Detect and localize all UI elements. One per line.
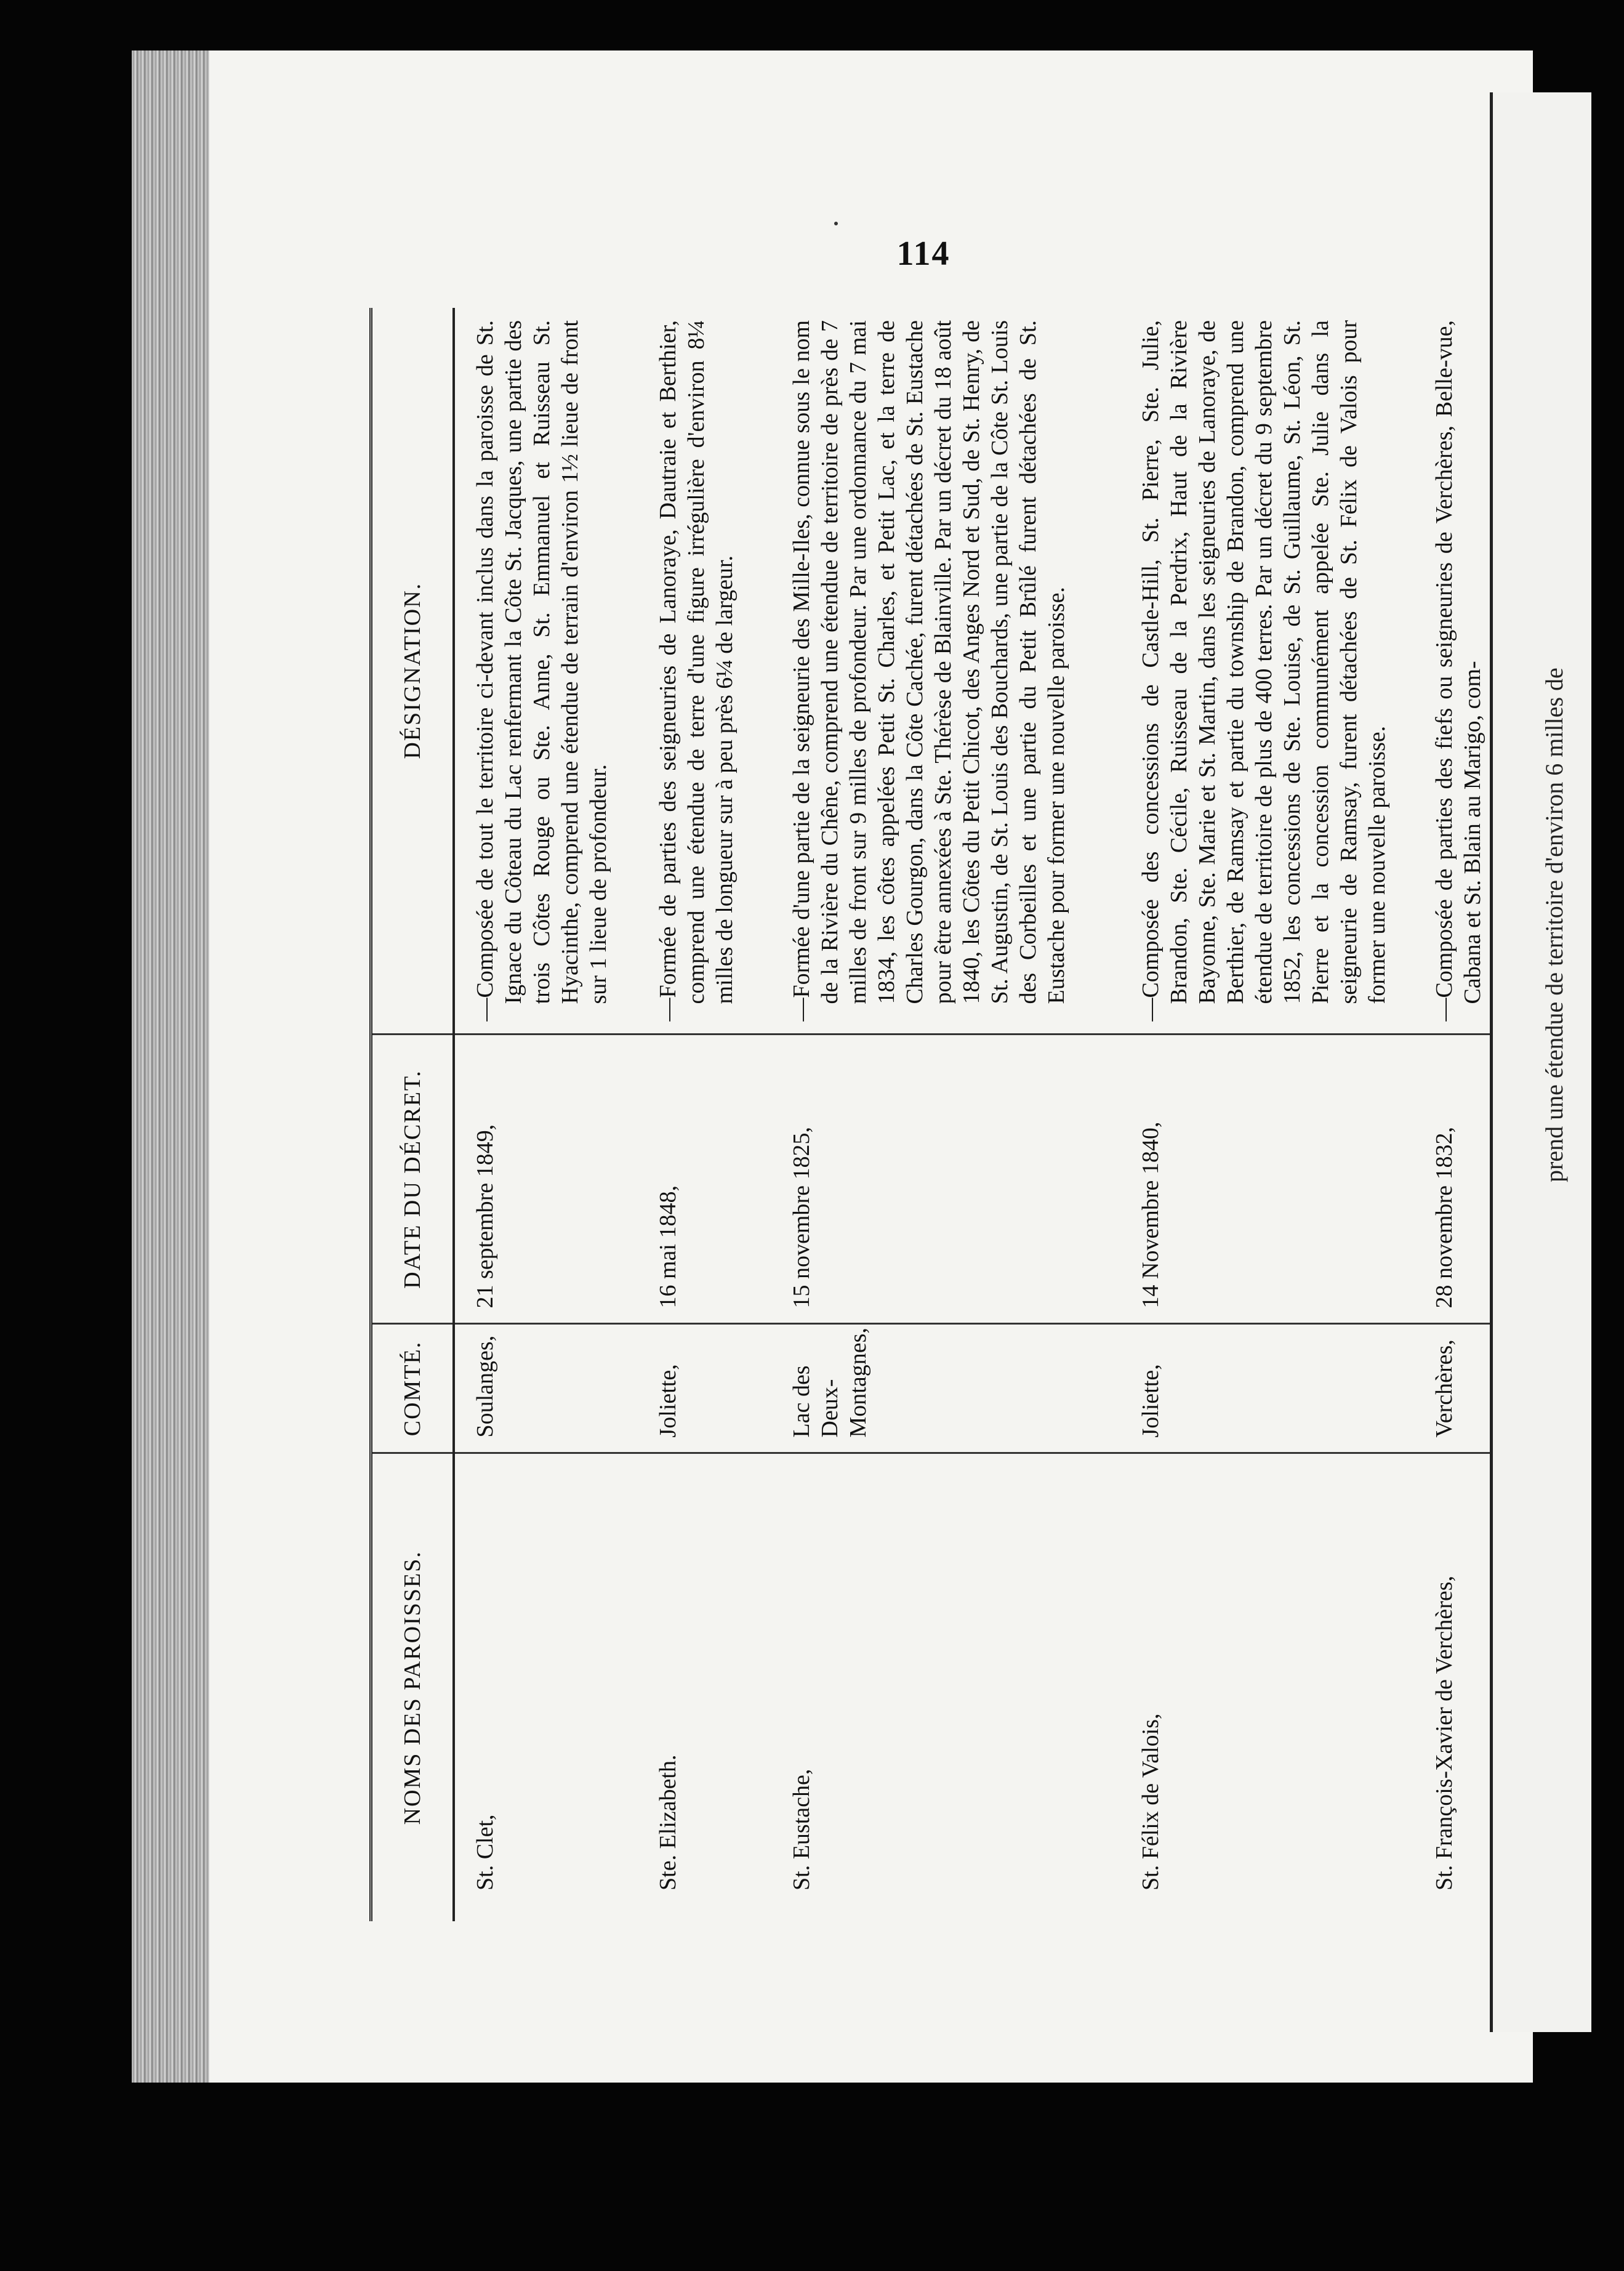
header-date: DATE DU DÉCRET. [371, 1035, 454, 1324]
header-county: COMTÉ. [371, 1324, 454, 1453]
parish-designation: —Composée de parties des fiefs ou seigneuries de Verchères, Belle-vue, Cabana et St. Blain au Marigo, com- [1414, 308, 1500, 1035]
parish-county: Joliette, [638, 1324, 771, 1453]
decree-date: 15 novembre 1825, [771, 1035, 1120, 1324]
parish-name: St. Félix de Valois, [1138, 1713, 1164, 1890]
parish-name: Ste. Elizabeth. [655, 1754, 681, 1890]
parish-table [369, 308, 1501, 1921]
table-row [1120, 308, 1414, 1921]
parish-designation: —Formée d'une partie de la seigneurie des Mille-Iles, connue sous le nom de la Rivière du Chêne, comprend une étendue de territoire de près de 7 milles de front sur 9 milles de profondeur. Par une ordonnance du 7 mai 1834, les côtes appelées Petit St. Charles, et Petit Lac, et la terre de Charles Gourgon, dans la Côte Cachée, furent détachées de St. Eustache pour être annexées à Ste. Thérèse de Blainville. Par un décret du 18 août 1840, les Côtes du Petit Chicot, des Anges Nord et Sud, de St. Henry, de St. Augustin, de St. Louis des Bouchards, une partie de la Côte St. Louis des Corbeilles et une partie du Petit Brûlé furent détachées de St. Eustache pour former une nouvelle paroisse. [771, 308, 1120, 1035]
parish-county: Soulanges, [454, 1324, 638, 1453]
parish-designation: —Composée de tout le territoire ci-devant inclus dans la paroisse de St. Ignace du Côteau du Lac renfermant la Côte St. Jacques, une partie des trois Côtes Rouge ou Ste. Anne, St. Emmanuel et Ruisseau St. Hyacinthe, comprend une étendue de terrain d'environ 1½ lieue de front sur 1 lieue de profondeur. [454, 308, 638, 1035]
decree-date: 16 mai 1848, [638, 1035, 771, 1324]
page-dot [834, 222, 838, 225]
header-name: NOMS DES PAROISSES. [371, 1453, 454, 1921]
parish-county: Joliette, [1120, 1324, 1414, 1453]
table-row [454, 308, 638, 1921]
page-number: 114 [896, 235, 951, 273]
table-row [1414, 308, 1500, 1921]
decree-date: 21 septembre 1849, [454, 1035, 638, 1324]
decree-date: 14 Novembre 1840, [1120, 1035, 1414, 1324]
parish-name: St. Clet, [472, 1814, 498, 1890]
table-row [771, 308, 1120, 1921]
table-header-row [371, 308, 454, 1921]
next-page-strip [1490, 92, 1591, 2032]
parish-name: St. François-Xavier de Verchères, [1414, 1453, 1500, 1921]
continuation-text: prend une étendue de territoire d'environ 6 milles de [1540, 668, 1568, 1182]
parish-name: St. Eustache, [789, 1769, 814, 1890]
decree-date: 28 novembre 1832, [1414, 1035, 1500, 1324]
parish-table-rotated [369, 308, 1485, 1921]
header-designation: DÉSIGNATION. [371, 308, 454, 1035]
parish-county: Lac des Deux-Montagnes, [771, 1324, 1120, 1453]
parish-designation: —Composée des concessions de Castle-Hill, St. Pierre, Ste. Julie, Brandon, Ste. Cécile, Ruisseau de la Perdrix, Haut de la Rivière Bayonne, Ste. Marie et St. Martin, dans les seigneuries de Lanoraye, de Berthier, de Ramsay et partie du township de Brandon, comprend une étendue de territoire de plus de 400 terres. Par un décret du 9 septembre 1852, les concessions de Ste. Louise, de St. Guillaume, St. Léon, St. Pierre et la concession communément appelée Ste. Julie dans la seigneurie de Ramsay, furent détachées de St. Félix de Valois pour former une nouvelle paroisse. [1120, 308, 1414, 1035]
table-row [638, 308, 771, 1921]
parish-county: Verchères, [1414, 1324, 1500, 1453]
parish-designation: —Formée de parties des seigneuries de Lanoraye, Dautraie et Berthier, comprend une étendue de terre d'une figure irrégulière d'environ 8¼ milles de longueur sur à peu près 6¼ de largeur. [638, 308, 771, 1035]
